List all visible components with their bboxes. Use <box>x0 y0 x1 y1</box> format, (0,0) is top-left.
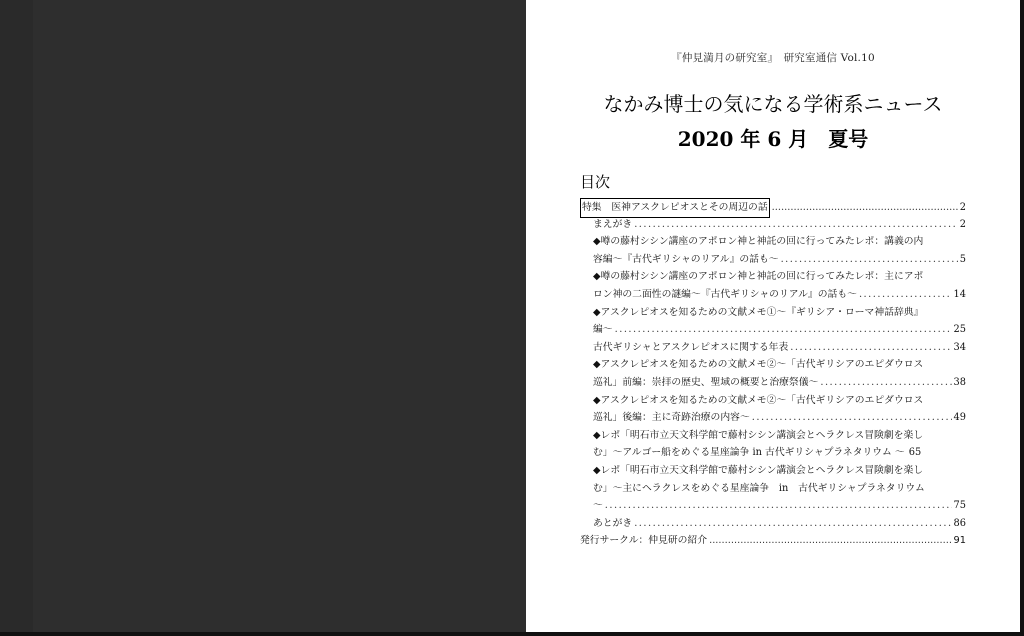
toc-entry-text: ◆噂の藤村シシン講座のアポロン神と神託の回に行ってみたレポ：講義の内 <box>593 236 924 248</box>
toc-entry-text: ◆アスクレピオスを知るための文献メモ①～『ギリシア・ローマ神話辞典』 <box>593 306 924 318</box>
toc-entry[interactable] <box>580 356 966 374</box>
toc-entry[interactable] <box>580 392 966 410</box>
toc-entry[interactable] <box>580 427 966 445</box>
toc-entry-text: ◆アスクレピオスを知るための文献メモ②～「古代ギリシアのエピダウロス <box>593 359 924 371</box>
toc-leader-dots <box>772 199 958 217</box>
toc-entry-text: 巡礼」後編：主に奇跡治療の内容～ <box>593 412 750 424</box>
toc-leader-dots <box>859 286 952 304</box>
toc-leader-dots <box>634 515 951 533</box>
toc-entry-page: 38 <box>953 376 966 388</box>
toc-entry[interactable] <box>580 198 966 216</box>
toc-entry-text: 古代ギリシャとアスクレピオスに関する年表 <box>593 341 789 353</box>
toc-leader-dots <box>615 321 952 339</box>
page-header: 『仲見満月の研究室』 研究室通信 Vol.10 <box>671 52 875 64</box>
page-subtitle: 2020 年 6 月 夏号 <box>677 127 869 151</box>
toc-entry[interactable] <box>580 339 966 357</box>
toc-entry-page: 86 <box>953 517 966 529</box>
toc-entry-page: 14 <box>953 288 966 300</box>
toc-entry[interactable] <box>580 515 966 533</box>
toc-entry-page: 34 <box>953 341 966 353</box>
toc-entry-continued[interactable] <box>580 444 966 462</box>
toc-entry-text: ロン神の二面性の謎編～『古代ギリシャのリアル』の話も～ <box>593 288 857 300</box>
toc-entry-continued[interactable] <box>580 409 966 427</box>
toc-entry-page: 2 <box>959 202 966 213</box>
toc-entry[interactable] <box>580 304 966 322</box>
toc-entry-text: ◆アスクレピオスを知るための文献メモ②～「古代ギリシアのエピダウロス <box>593 394 924 406</box>
toc-entry-continued[interactable] <box>580 497 966 515</box>
toc-entry[interactable] <box>580 268 966 286</box>
toc-entry[interactable] <box>580 462 966 480</box>
toc-entry-text: ◆レポ「明石市立天文科学館で藤村シシン講演会とヘラクレス冒険劇を楽し <box>593 464 924 476</box>
toc-entry[interactable] <box>580 233 966 251</box>
toc-entry-page: 65 <box>908 447 922 459</box>
toc-entry-page: 91 <box>953 535 966 547</box>
toc-entry-continued[interactable] <box>580 374 966 392</box>
toc-entry-continued[interactable] <box>580 480 966 498</box>
toc-leader-dots <box>752 409 952 427</box>
toc-leader-dots <box>634 216 958 234</box>
toc-heading: 目次 <box>580 173 611 191</box>
toc-entry-page: 5 <box>959 253 966 265</box>
toc-entry-page: 49 <box>953 412 966 424</box>
page-title: なかみ博士の気になる学術系ニュース <box>603 92 943 116</box>
toc-entry[interactable] <box>580 216 966 234</box>
toc-entry-text: 発行サークル：仲見研の紹介 <box>580 535 708 547</box>
viewer-sidebar-strip <box>0 0 33 636</box>
toc-entry-page: 75 <box>953 500 966 512</box>
toc-entry-page: 25 <box>953 324 966 336</box>
toc-leader-dots <box>709 532 951 550</box>
toc-entry-text: 編～ <box>593 324 613 336</box>
document-page[interactable] <box>526 0 1020 632</box>
toc-entry-text: 容編～『古代ギリシャのリアル』の話も～ <box>593 253 779 265</box>
toc-entry-continued[interactable] <box>580 321 966 339</box>
toc-entry[interactable] <box>580 532 966 550</box>
toc-entry-text: む」～主にヘラクレスをめぐる星座論争 in 古代ギリシャプラネタリウム <box>593 482 925 494</box>
toc-entry-text: 巡礼」前編：崇拝の歴史、聖域の概要と治療祭儀～ <box>593 376 819 388</box>
viewer-bottom-edge <box>0 632 1024 636</box>
toc-entry-text: ～ <box>593 500 603 512</box>
left-page-blank[interactable] <box>33 0 526 632</box>
table-of-contents <box>580 198 966 550</box>
toc-leader-dots <box>820 374 951 392</box>
toc-entry-continued[interactable] <box>580 286 966 304</box>
toc-entry-text: 特集 医神アスクレピオスとその周辺の話 <box>580 198 770 218</box>
toc-entry-continued[interactable] <box>580 251 966 269</box>
viewer-right-edge <box>1020 0 1024 636</box>
toc-entry-text: まえがき <box>593 218 633 230</box>
toc-entry-text: あとがき <box>593 517 633 529</box>
toc-entry-text: む」～アルゴー船をめぐる星座論争 in 古代ギリシャプラネタリウム ～ <box>593 447 905 459</box>
toc-leader-dots <box>790 339 951 357</box>
toc-leader-dots <box>605 497 952 515</box>
toc-entry-text: ◆噂の藤村シシン講座のアポロン神と神託の回に行ってみたレポ：主にアポ <box>593 271 924 283</box>
toc-entry-page: 2 <box>959 218 966 230</box>
toc-entry-text: ◆レポ「明石市立天文科学館で藤村シシン講演会とヘラクレス冒険劇を楽し <box>593 429 924 441</box>
toc-leader-dots <box>781 251 958 269</box>
